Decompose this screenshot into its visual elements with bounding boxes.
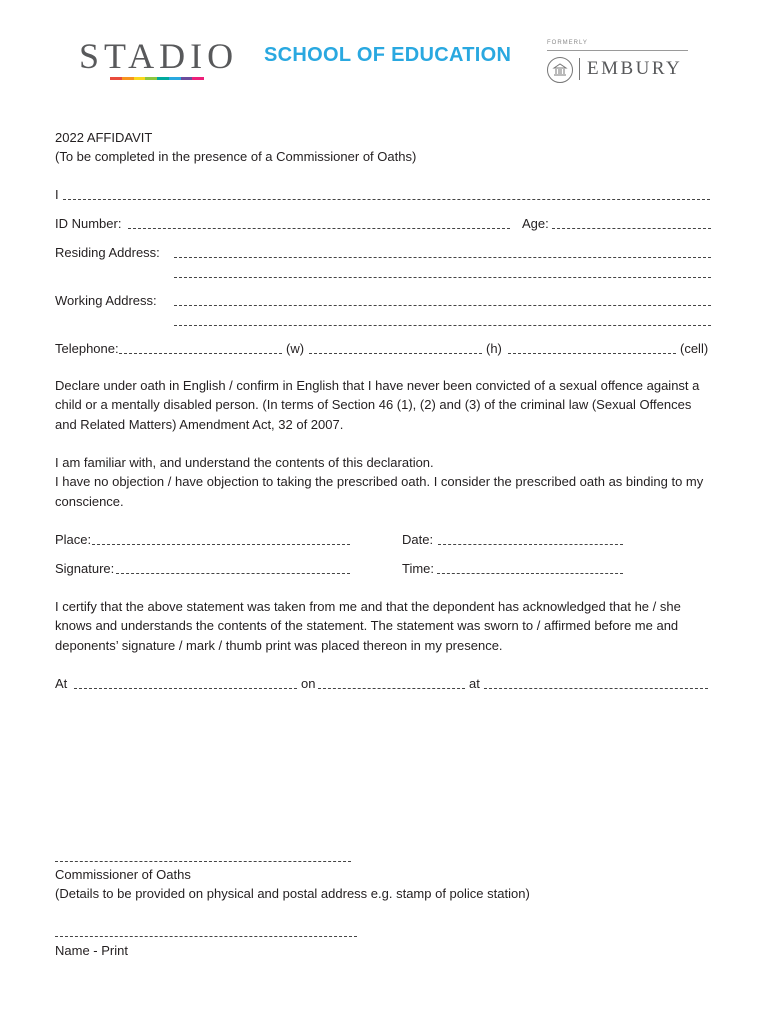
id-number-label: ID Number:	[55, 216, 122, 231]
at-time-label: at	[469, 676, 480, 691]
working-address-label: Working Address:	[55, 293, 157, 308]
telephone-work-field[interactable]	[119, 342, 282, 354]
color-stripe	[169, 77, 181, 80]
logo-color-bar	[110, 77, 204, 80]
residing-address-field-2[interactable]	[174, 266, 711, 278]
residing-address-label: Residing Address:	[55, 245, 160, 260]
telephone-home-label: (h)	[486, 341, 502, 356]
id-number-field[interactable]	[128, 217, 510, 229]
commissioner-label: Commissioner of Oaths	[55, 867, 191, 882]
familiar-line-2: I have no objection / have objection to taking the prescribed oath. I consider the prescribed oath as binding to my conscience.	[55, 474, 704, 509]
familiar-text	[55, 453, 715, 511]
time-label: Time:	[402, 561, 435, 576]
telephone-cell-field[interactable]	[508, 342, 676, 354]
name-field[interactable]	[63, 188, 710, 200]
at-location-label: At	[55, 676, 68, 691]
telephone-home-field[interactable]	[309, 342, 482, 354]
school-name: SCHOOL OF EDUCATION	[264, 44, 512, 66]
place-label: Place:	[55, 532, 92, 547]
stadio-logo: STADIO	[79, 36, 239, 76]
divider	[579, 58, 580, 80]
date-field[interactable]	[438, 533, 623, 545]
at-time-field[interactable]	[484, 677, 708, 689]
form-subtitle: (To be completed in the presence of a Commissioner of Oaths)	[55, 149, 417, 164]
on-date-label: on	[301, 676, 316, 691]
color-stripe	[192, 77, 204, 80]
color-stripe	[157, 77, 169, 80]
name-print-field[interactable]	[55, 925, 357, 937]
telephone-work-label: (w)	[286, 341, 305, 356]
embury-logo: EMBURY	[587, 58, 683, 79]
divider	[547, 50, 688, 51]
familiar-line-1: I am familiar with, and understand the contents of this declaration.	[55, 455, 434, 470]
color-stripe	[181, 77, 193, 80]
residing-address-field-1[interactable]	[174, 246, 711, 258]
commissioner-signature-field[interactable]	[55, 850, 351, 862]
working-address-field-2[interactable]	[174, 314, 711, 326]
color-stripe	[110, 77, 122, 80]
telephone-cell-label: (cell)	[680, 341, 709, 356]
declaration-text: Declare under oath in English / confirm in English that I have never been convicted of a sexual offence against a child or a mentally disabled person. (In terms of Section 46 (1), (2) and (3) of the criminal law (Sexual Offences and Related Matters) Amendment Act, 32 of 2007.	[55, 378, 700, 432]
time-field[interactable]	[437, 562, 623, 574]
name-field-label: I	[55, 187, 59, 202]
telephone-label: Telephone:	[55, 341, 119, 356]
at-location-field[interactable]	[74, 677, 297, 689]
formerly-label: FORMERLY	[547, 40, 588, 46]
color-stripe	[122, 77, 134, 80]
certification-text: I certify that the above statement was taken from me and that the depondent has acknowledged that he / she knows and understands the contents of the statement. The statement was sworn to / affirmed before me and deponents’ signature / mark / thumb print was placed thereon in my presence.	[55, 599, 681, 653]
color-stripe	[145, 77, 157, 80]
age-label: Age:	[522, 216, 549, 231]
on-date-field[interactable]	[318, 677, 465, 689]
form-title: 2022 AFFIDAVIT	[55, 130, 153, 145]
signature-field[interactable]	[116, 562, 350, 574]
color-stripe	[134, 77, 146, 80]
building-icon	[547, 57, 573, 83]
working-address-field-1[interactable]	[174, 294, 711, 306]
place-field[interactable]	[92, 533, 350, 545]
signature-label: Signature:	[55, 561, 115, 576]
commissioner-note: (Details to be provided on physical and postal address e.g. stamp of police station)	[55, 886, 530, 901]
age-field[interactable]	[552, 217, 711, 229]
date-label: Date:	[402, 532, 434, 547]
name-print-label: Name - Print	[55, 943, 128, 958]
